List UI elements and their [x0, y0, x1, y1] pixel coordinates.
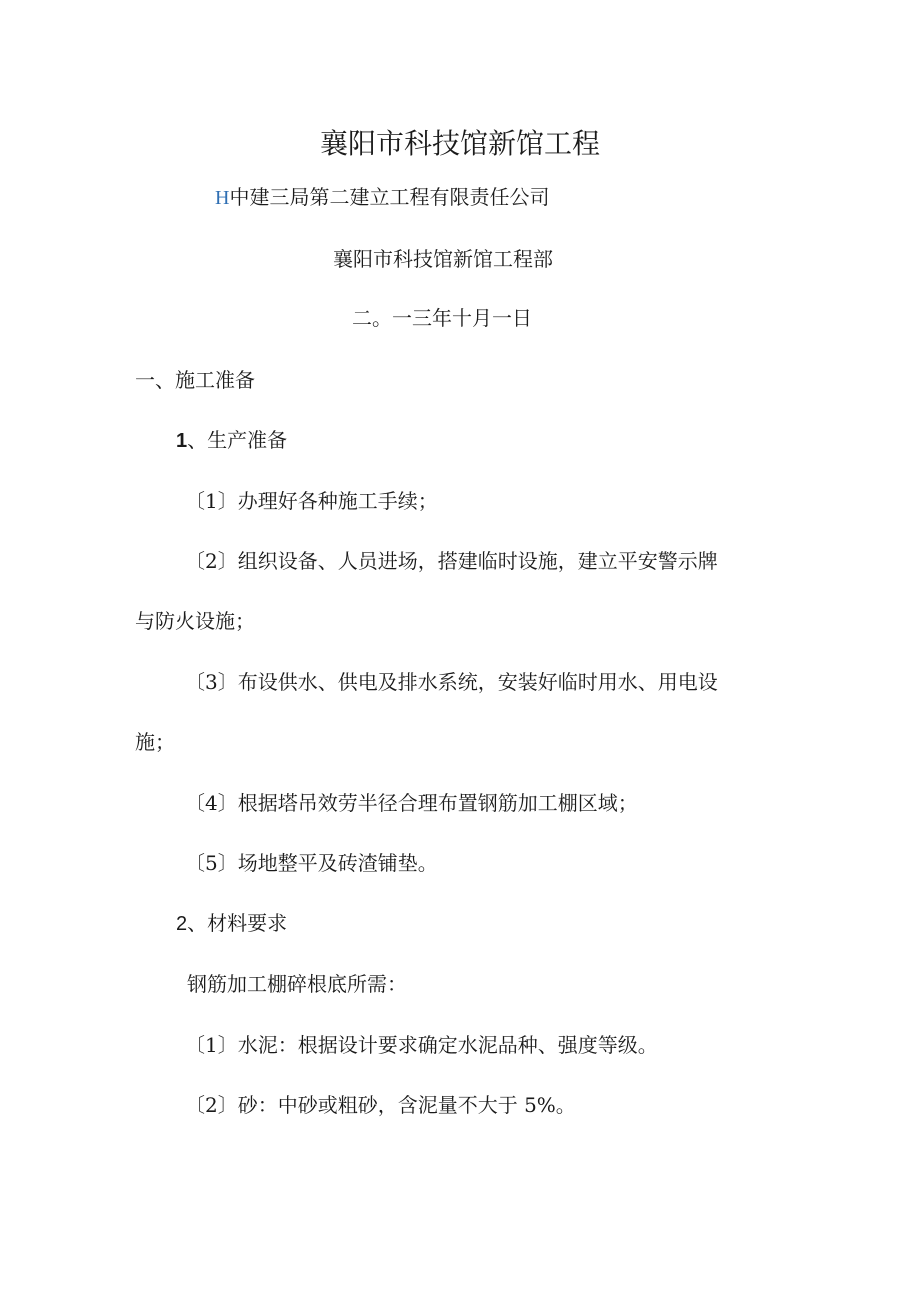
list-item: 〔1〕办理好各种施工手续；	[185, 489, 438, 513]
list-item: 〔5〕场地整平及砖渣铺垫。	[185, 851, 438, 875]
list-item: 〔2〕组织设备、人员进场，搭建临时设施，建立平安警示牌	[185, 549, 718, 573]
paragraph-intro: 钢筋加工棚碎根底所需：	[187, 972, 407, 996]
company-line	[215, 183, 549, 212]
department-name: 襄阳市科技馆新馆工程部	[333, 247, 553, 271]
document-date: 二。一三年十月一日	[352, 306, 532, 330]
subsection-label: 、生产准备	[187, 428, 288, 452]
company-name: 中建三局第二建立工程有限责任公司	[229, 185, 550, 209]
subsection-number: 2	[176, 913, 188, 935]
list-item: 〔1〕水泥：根据设计要求确定水泥品种、强度等级。	[185, 1033, 658, 1057]
subsection-heading-production	[176, 426, 287, 455]
subsection-number: 1	[176, 430, 188, 452]
subsection-label: 、材料要求	[187, 911, 288, 935]
company-prefix-mark: H	[215, 187, 230, 209]
section-heading: 一、施工准备	[135, 368, 255, 392]
list-item: 〔3〕布设供水、供电及排水系统，安装好临时用水、用电设	[185, 670, 718, 694]
subsection-heading-materials	[176, 909, 287, 938]
document-title: 襄阳市科技馆新馆工程	[319, 127, 600, 160]
list-item: 〔2〕砂：中砂或粗砂，含泥量不大于 5%。	[185, 1093, 576, 1117]
list-item-continuation: 施；	[135, 730, 175, 754]
list-item: 〔4〕根据塔吊效劳半径合理布置钢筋加工棚区域；	[185, 791, 638, 815]
list-item-continuation: 与防火设施；	[135, 609, 255, 633]
